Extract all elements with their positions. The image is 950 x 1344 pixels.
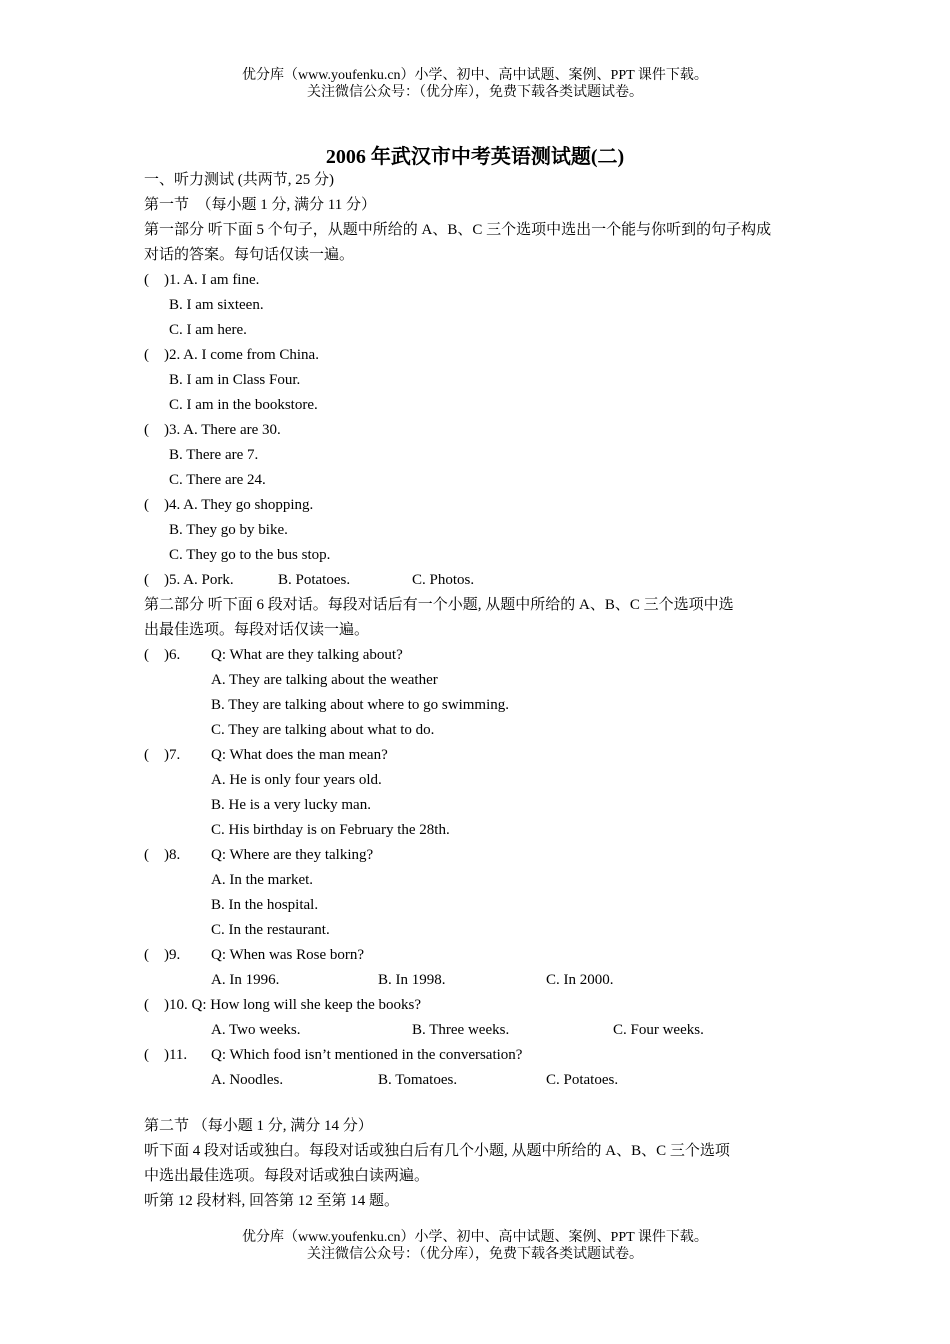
option-b: B. In 1998. (378, 972, 446, 988)
part-heading: 第一节 （每小题 1 分, 满分 11 分） (144, 197, 376, 213)
question-number: ( )8. (144, 847, 181, 863)
instruction-text: 听第 12 段材料, 回答第 12 至第 14 题。 (144, 1193, 400, 1209)
footer-line-1: 优分库（www.youfenku.cn）小学、初中、高中试题、案例、PPT 课件下载。 (242, 1230, 708, 1245)
option-c: C. They go to the bus stop. (169, 547, 331, 563)
option-b: B. He is a very lucky man. (211, 797, 371, 813)
option-b: B. They are talking about where to go swimming. (211, 697, 510, 713)
instruction-text: 第一部分 听下面 5 个句子，从题中所给的 A、B、C 三个选项中选出一个能与你听到的句子构成 (144, 222, 772, 238)
instruction-text: 第二部分 听下面 6 段对话。每段对话后有一个小题, 从题中所给的 A、B、C 三个选项中选 (144, 597, 734, 613)
option-c: C. Four weeks. (613, 1022, 704, 1038)
question-1: ( )1. A. I am fine. (144, 272, 260, 288)
option-a: A. Noodles. (211, 1072, 284, 1088)
option-b: B. I am in Class Four. (169, 372, 301, 388)
part-heading: 第二节 （每小题 1 分, 满分 14 分） (144, 1118, 373, 1134)
header-line-1: 优分库（www.youfenku.cn）小学、初中、高中试题、案例、PPT 课件下载。 (242, 68, 708, 83)
instruction-text: 出最佳选项。每段对话仅读一遍。 (144, 622, 370, 638)
question-number: ( )7. (144, 747, 181, 763)
option-a: A. He is only four years old. (211, 772, 382, 788)
question-9: Q: When was Rose born? (211, 947, 365, 963)
question-5: ( )5. A. Pork. (144, 572, 234, 588)
option-b: B. They go by bike. (169, 522, 288, 538)
footer-line-2: 关注微信公众号：（优分库），免费下载各类试题试卷。 (307, 1247, 643, 1262)
instruction-text: 对话的答案。每句话仅读一遍。 (144, 247, 355, 263)
option-b: B. There are 7. (169, 447, 259, 463)
question-number: ( )9. (144, 947, 181, 963)
option-b: B. Tomatoes. (378, 1072, 458, 1088)
section-heading: 一、听力测试 (共两节, 25 分) (144, 172, 334, 188)
option-c: C. In 2000. (546, 972, 614, 988)
question-2: ( )2. A. I come from China. (144, 347, 319, 363)
question-number: ( )11. (144, 1047, 188, 1063)
question-11: Q: Which food isn’t mentioned in the conversation? (211, 1047, 523, 1063)
option-c: C. I am in the bookstore. (169, 397, 318, 413)
option-c: C. Potatoes. (546, 1072, 619, 1088)
instruction-text: 中选出最佳选项。每段对话或独白读两遍。 (144, 1168, 430, 1184)
option-a: A. They are talking about the weather (211, 672, 438, 688)
option-c: C. There are 24. (169, 472, 266, 488)
option-a: A. In 1996. (211, 972, 280, 988)
option-a: A. In the market. (211, 872, 314, 888)
question-4: ( )4. A. They go shopping. (144, 497, 314, 513)
question-7: Q: What does the man mean? (211, 747, 388, 763)
question-8: Q: Where are they talking? (211, 847, 374, 863)
option-a: A. Two weeks. (211, 1022, 301, 1038)
option-c: C. I am here. (169, 322, 247, 338)
option-b: B. Three weeks. (412, 1022, 510, 1038)
page-title: 2006 年武汉市中考英语测试题(二) (325, 146, 625, 168)
option-b: B. I am sixteen. (169, 297, 264, 313)
option-c: C. His birthday is on February the 28th. (211, 822, 450, 838)
question-10: ( )10. Q: How long will she keep the books? (144, 997, 422, 1013)
question-number: ( )6. (144, 647, 181, 663)
page-footer (0, 1229, 950, 1263)
instruction-text: 听下面 4 段对话或独白。每段对话或独白后有几个小题, 从题中所给的 A、B、C 三个选项 (144, 1143, 730, 1159)
option-b: B. Potatoes. (278, 572, 351, 588)
page-header (0, 67, 950, 101)
option-c: C. Photos. (412, 572, 475, 588)
header-line-2: 关注微信公众号：（优分库），免费下载各类试题试卷。 (307, 85, 643, 100)
question-6: Q: What are they talking about? (211, 647, 403, 663)
option-c: C. They are talking about what to do. (211, 722, 435, 738)
option-b: B. In the hospital. (211, 897, 319, 913)
option-c: C. In the restaurant. (211, 922, 330, 938)
question-3: ( )3. A. There are 30. (144, 422, 281, 438)
